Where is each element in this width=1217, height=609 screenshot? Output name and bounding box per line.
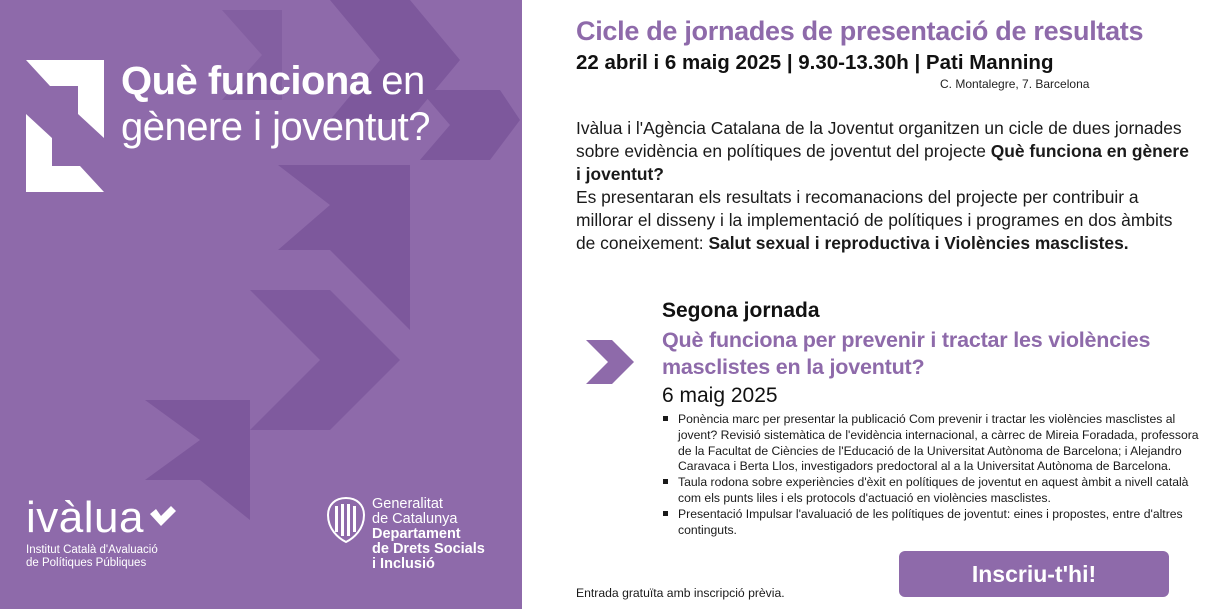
session-date: 6 maig 2025 (662, 384, 778, 407)
intro-p2-bold: Salut sexual i reproductiva i Violències masclistes. (708, 233, 1129, 253)
ivalua-sub-line2: de Polítiques Públiques (26, 557, 147, 569)
intro-p1-bold: Què funciona en gènere i joventut? (576, 141, 1189, 184)
gencat-line1: Generalitat (372, 496, 443, 512)
gencat-line5: i Inclusió (372, 556, 435, 572)
que-funciona-logo-icon (26, 60, 106, 192)
gencat-line4: de Drets Socials (372, 541, 485, 557)
hero-title-line2: gènere i joventut? (121, 105, 431, 149)
chevron-right-icon (586, 340, 634, 384)
session-title: Què funciona per prevenir i tractar les violències masclistes en la joventut? (662, 328, 1151, 379)
intro-text (576, 117, 1196, 255)
checkmark-icon (150, 506, 176, 528)
generalitat-emblem-icon (326, 497, 366, 543)
hero-title-rest: en (381, 59, 425, 103)
session-program-list (662, 412, 1207, 538)
hero-title-bold: Què funciona (121, 59, 371, 103)
ivalua-wordmark: ivàlua (26, 493, 144, 542)
session-label: Segona jornada (662, 299, 820, 322)
ivalua-logo (26, 493, 176, 570)
intro-p1: Ivàlua i l'Agència Catalana de la Joventut organitzen un cicle de dues jornades sobre evidència en polítiques de joventut del projecte (576, 118, 1182, 161)
hero-panel (0, 0, 522, 609)
gencat-line2: de Catalunya (372, 511, 458, 527)
cycle-title: Cicle de jornades de presentació de resultats (576, 16, 1144, 46)
free-entry-note: Entrada gratuïta amb inscripció prèvia. (576, 586, 785, 600)
list-item: Ponència marc per presentar la publicació Com prevenir i tractar les violències masclistes al jovent? Revisió sistemàtica de l'evidència internacional, a càrrec de Mireia Foradada, professora de la Facultat de Ciències de l'Educació de la Universitat Autònoma de Barcelona; i Alejandro Caravaca i Berta Llos, investigadors predoctoral al a la Universitat Autònoma de Barcelona. (662, 412, 1207, 475)
list-item: Presentació Impulsar l'avaluació de les polítiques de joventut: eines i propostes, entre d'altres continguts. (662, 507, 1207, 539)
event-address: C. Montalegre, 7. Barcelona (940, 77, 1090, 91)
event-dates-place: 22 abril i 6 maig 2025 | 9.30-13.30h | Pati Manning (576, 51, 1054, 74)
gencat-line3: Departament (372, 526, 461, 542)
register-button[interactable]: Inscriu-t'hi! (899, 551, 1169, 597)
ivalua-sub-line1: Institut Català d'Avaluació (26, 544, 158, 556)
event-info-panel (522, 0, 1217, 609)
list-item: Taula rodona sobre experiències d'èxit en polítiques de joventut en aquest àmbit a nivell català com els punts liles i els protocols d'actuació en violències masclistes. (662, 475, 1207, 507)
hero-title (121, 58, 430, 150)
intro-p2: Es presentaran els resultats i recomanacions del projecte per contribuir a millorar el disseny i la implementació de polítiques i programes en dos àmbits de coneixement: (576, 187, 1173, 253)
generalitat-logo (326, 497, 485, 572)
